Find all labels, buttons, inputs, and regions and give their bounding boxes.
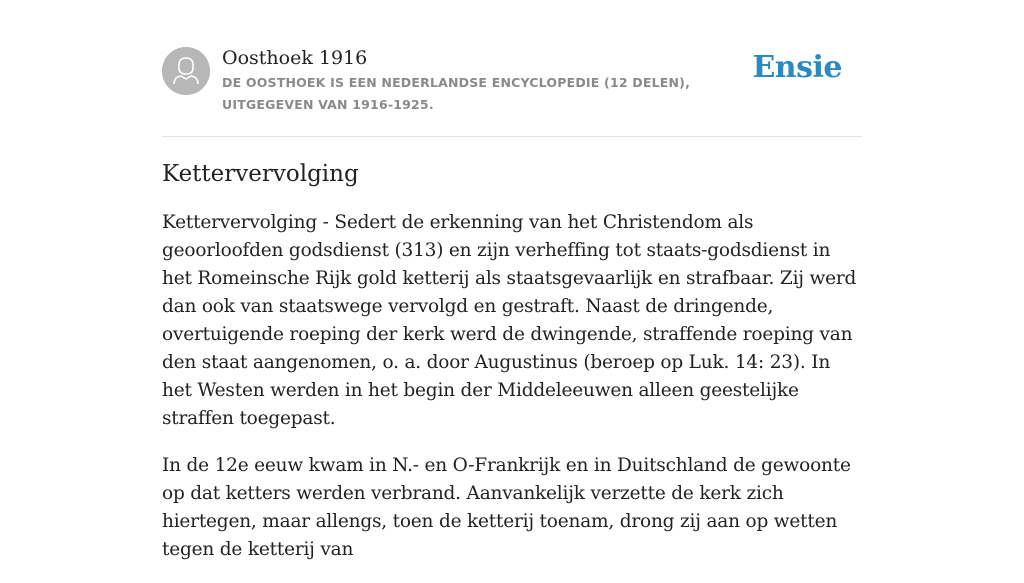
article-paragraph-2: In de 12e eeuw kwam in N.- en O-Frankrijk en in Duitschland de gewoonte op dat ketters werden verbrand. Aanvankelijk verzette de kerk zich hiertegen, maar allengs, toen de ketterij toenam, drong zij aan op wetten tegen de ketterij van	[162, 455, 851, 560]
article-paragraph-1: Kettervervolging - Sedert de erkenning van het Christendom als geoorloofden godsdienst (313) en zijn verheffing tot staats-godsdienst in het Romeinsche Rijk gold ketterij als staatsgevaarlijk en strafbaar. Zij werd dan ook van staatswege vervolgd en gestraft. Naast de dringende, overtuigende roeping der kerk werd de dwingende, straffende roeping van den staat aangenomen, o. a. door Augustinus (beroep op Luk. 14: 23). In het Westen werden in het begin der Middeleeuwen alleen geestelijke straffen toegepast.	[162, 212, 857, 429]
user-avatar-icon	[162, 47, 210, 95]
ensie-logo[interactable]: Ensie	[752, 50, 842, 85]
source-title[interactable]: Oosthoek 1916	[222, 47, 368, 69]
source-header	[162, 44, 862, 137]
source-description: DE OOSTHOEK IS EEN NEDERLANDSE ENCYCLOPEDIE (12 DELEN), UITGEGEVEN VAN 1916-1925.	[222, 75, 691, 112]
article-title: Kettervervolging	[162, 161, 359, 187]
article	[162, 156, 862, 583]
source-info	[222, 44, 762, 116]
